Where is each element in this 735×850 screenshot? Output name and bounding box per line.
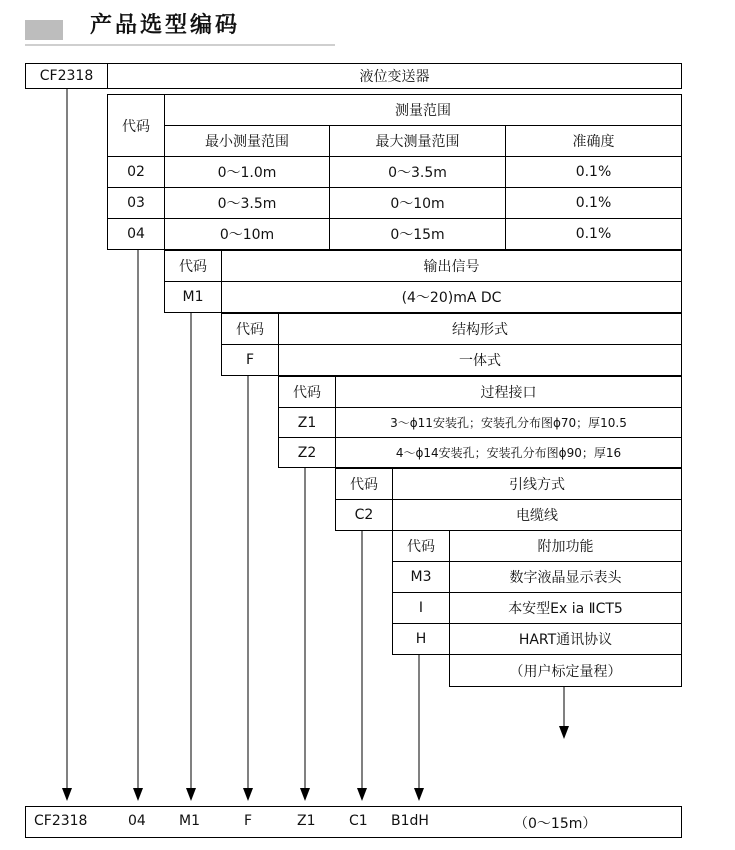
range-col-max: 最大测量范围 — [329, 125, 506, 157]
structure-row-code: F — [221, 344, 279, 376]
extras-row-code: H — [392, 623, 450, 655]
range-row-max: 0～15m — [329, 218, 506, 250]
model-code: CF2318 — [25, 63, 108, 89]
process-row-value: 3～ϕ11安装孔；安装孔分布图ϕ70；厚10.5 — [335, 407, 682, 438]
extras-code-header: 代码 — [392, 530, 450, 562]
extras-row-value: 本安型Ex ia ⅡCT5 — [449, 592, 682, 624]
structure-title: 结构形式 — [278, 313, 682, 345]
model-name: 液位变送器 — [107, 63, 682, 89]
example-wiring: C1 — [349, 813, 368, 829]
example-model: CF2318 — [34, 813, 88, 829]
example-bar — [25, 806, 682, 838]
extras-title: 附加功能 — [449, 530, 682, 562]
process-row-code: Z1 — [278, 407, 336, 438]
extras-row-code: I — [392, 592, 450, 624]
process-code-header: 代码 — [278, 376, 336, 408]
wiring-row-value: 电缆线 — [392, 499, 682, 531]
range-col-accuracy: 准确度 — [505, 125, 682, 157]
extras-row-value: HART通讯协议 — [449, 623, 682, 655]
wiring-code-header: 代码 — [335, 468, 393, 500]
output-row-value: (4～20)mA DC — [221, 281, 682, 313]
example-process: Z1 — [297, 813, 316, 829]
range-title: 测量范围 — [164, 94, 682, 126]
page-title: 产品选型编码 — [90, 13, 241, 38]
range-row-accuracy: 0.1% — [505, 187, 682, 219]
example-output: M1 — [179, 813, 200, 829]
range-row-max: 0～3.5m — [329, 156, 506, 188]
example-range: 04 — [128, 813, 146, 829]
output-code-header: 代码 — [164, 250, 222, 282]
extras-row-value: 数字液晶显示表头 — [449, 561, 682, 593]
range-row-min: 0～10m — [164, 218, 330, 250]
extras-row-code: M3 — [392, 561, 450, 593]
range-row-max: 0～10m — [329, 187, 506, 219]
output-title: 输出信号 — [221, 250, 682, 282]
range-row-accuracy: 0.1% — [505, 218, 682, 250]
range-col-min: 最小测量范围 — [164, 125, 330, 157]
example-extras: B1dH — [391, 813, 429, 829]
wiring-row-code: C2 — [335, 499, 393, 531]
range-row-code: 03 — [107, 187, 165, 219]
range-row-code: 04 — [107, 218, 165, 250]
example-structure: F — [244, 813, 253, 829]
range-row-accuracy: 0.1% — [505, 156, 682, 188]
example-custom: （0～15m） — [514, 816, 597, 832]
process-row-code: Z2 — [278, 437, 336, 468]
structure-row-value: 一体式 — [278, 344, 682, 376]
structure-code-header: 代码 — [221, 313, 279, 345]
range-row-min: 0～3.5m — [164, 187, 330, 219]
process-row-value: 4～ϕ14安装孔；安装孔分布图ϕ90；厚16 — [335, 437, 682, 468]
process-title: 过程接口 — [335, 376, 682, 408]
custom-range-label: （用户标定量程） — [449, 654, 682, 687]
range-row-min: 0～1.0m — [164, 156, 330, 188]
range-code-header: 代码 — [107, 94, 165, 157]
wiring-title: 引线方式 — [392, 468, 682, 500]
range-row-code: 02 — [107, 156, 165, 188]
output-row-code: M1 — [164, 281, 222, 313]
